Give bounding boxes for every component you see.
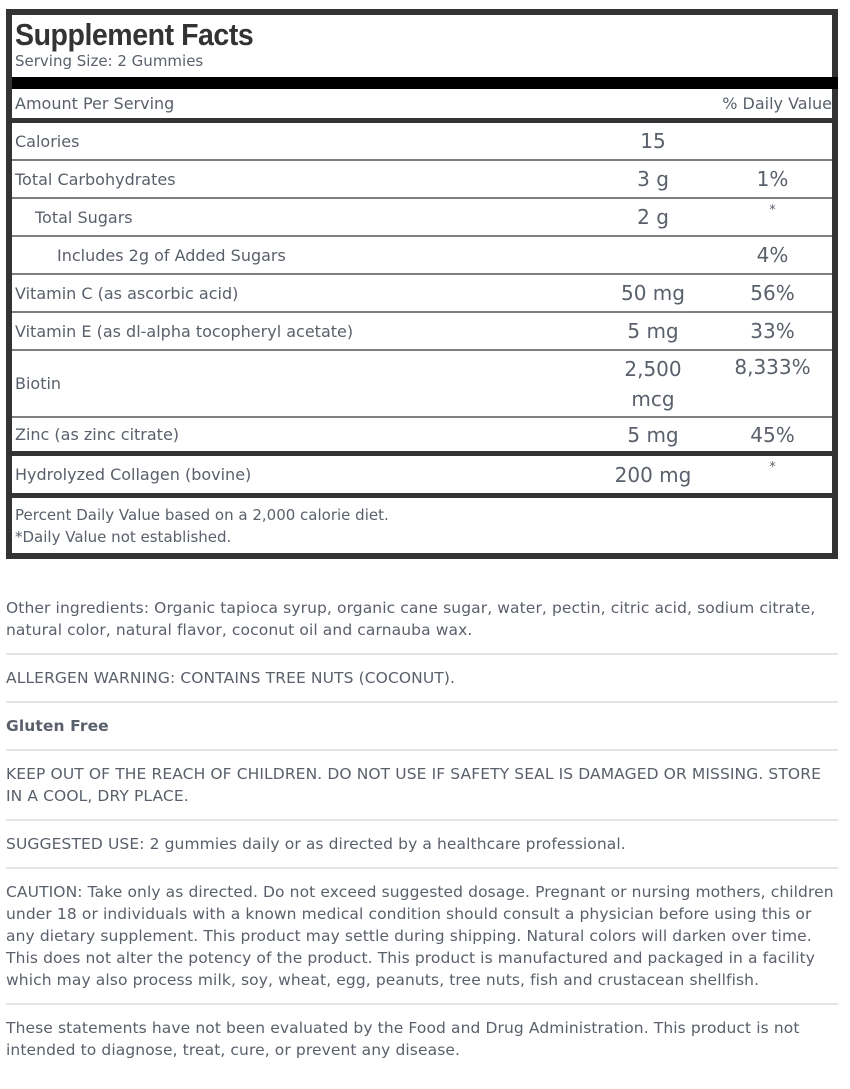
panel-header (12, 15, 832, 77)
nutrient-amount: 5 mg (627, 319, 679, 343)
table-row-zinc (12, 418, 832, 456)
gluten-free-label: Gluten Free (6, 715, 838, 751)
table-row-total-carbohydrates (12, 161, 832, 199)
table-row-biotin (12, 351, 832, 418)
daily-value-label: % Daily Value (722, 94, 832, 113)
nutrient-dv: 4% (756, 243, 789, 267)
thick-divider (12, 77, 838, 89)
other-ingredients: Other ingredients: Organic tapioca syrup, organic cane sugar, water, pectin, citric acid, sodium citrate, natural color, natural flavor, coconut oil and carnauba wax. (6, 597, 838, 655)
footnote-not-established: *Daily Value not established. (15, 528, 232, 546)
nutrient-name: Vitamin E (as dl-alpha tocopheryl acetate) (15, 321, 354, 341)
table-row-vitamin-c (12, 275, 832, 313)
table-row-vitamin-e (12, 313, 832, 351)
nutrient-name: Biotin (15, 374, 62, 393)
table-row-total-sugars (12, 199, 832, 237)
nutrient-dv: 1% (756, 167, 789, 191)
nutrient-amount: 15 (640, 129, 666, 153)
nutrient-amount: 200 mg (614, 462, 692, 487)
nutrient-amount: 3 g (637, 167, 669, 191)
footnote-daily-value: Percent Daily Value based on a 2,000 calorie diet. (15, 506, 389, 524)
nutrient-dv: 33% (750, 319, 795, 343)
caution-text: CAUTION: Take only as directed. Do not exceed suggested dosage. Pregnant or nursing mothers, children under 18 or individuals with a known medical condition should consult a physician before using this or any dietary supplement. This product may settle during shipping. Natural colors will darken over time. This does not alter the potency of the product. This product is manufactured and packaged in a facility which may also process milk, soy, wheat, egg, peanuts, tree nuts, fish and crustacean shellfish. (6, 881, 838, 1005)
amount-per-serving-label: Amount Per Serving (15, 94, 175, 113)
nutrient-dv: 56% (750, 281, 795, 305)
nutrient-amount: 50 mg (621, 281, 685, 305)
nutrient-name: Total Carbohydrates (15, 169, 176, 189)
nutrient-dv: 8,333% (734, 355, 811, 379)
nutrient-name: Zinc (as zinc citrate) (15, 425, 180, 444)
panel-footnotes (12, 498, 832, 553)
allergen-warning: ALLERGEN WARNING: CONTAINS TREE NUTS (COCONUT). (6, 667, 838, 703)
product-info-section (6, 597, 838, 1085)
nutrient-amount: 5 mg (627, 422, 679, 447)
table-row-added-sugars (12, 237, 832, 275)
nutrient-name: Hydrolyzed Collagen (bovine) (15, 465, 252, 484)
nutrient-name: Includes 2g of Added Sugars (57, 245, 286, 265)
nutrient-amount: 2,500 mcg (624, 356, 682, 411)
nutrient-dv: * (769, 460, 776, 475)
table-row-calories (12, 123, 832, 161)
supplement-facts-panel (6, 9, 838, 559)
panel-title: Supplement Facts (15, 17, 254, 52)
nutrient-name: Total Sugars (35, 207, 133, 227)
nutrient-name: Calories (15, 131, 80, 151)
nutrient-amount: 2 g (637, 205, 669, 229)
serving-size: Serving Size: 2 Gummies (15, 52, 204, 70)
table-row-hydrolyzed-collagen (12, 456, 832, 498)
fda-disclaimer: These statements have not been evaluated by the Food and Drug Administration. This product is not intended to diagnose, treat, cure, or prevent any disease. (6, 1019, 800, 1059)
nutrient-dv: * (769, 203, 776, 218)
table-header-row (12, 89, 832, 123)
nutrient-dv: 45% (750, 422, 795, 447)
storage-warning: KEEP OUT OF THE REACH OF CHILDREN. DO NOT USE IF SAFETY SEAL IS DAMAGED OR MISSING. STORE IN A COOL, DRY PLACE. (6, 763, 838, 821)
suggested-use: SUGGESTED USE: 2 gummies daily or as directed by a healthcare professional. (6, 833, 838, 869)
nutrient-name: Vitamin C (as ascorbic acid) (15, 283, 239, 303)
